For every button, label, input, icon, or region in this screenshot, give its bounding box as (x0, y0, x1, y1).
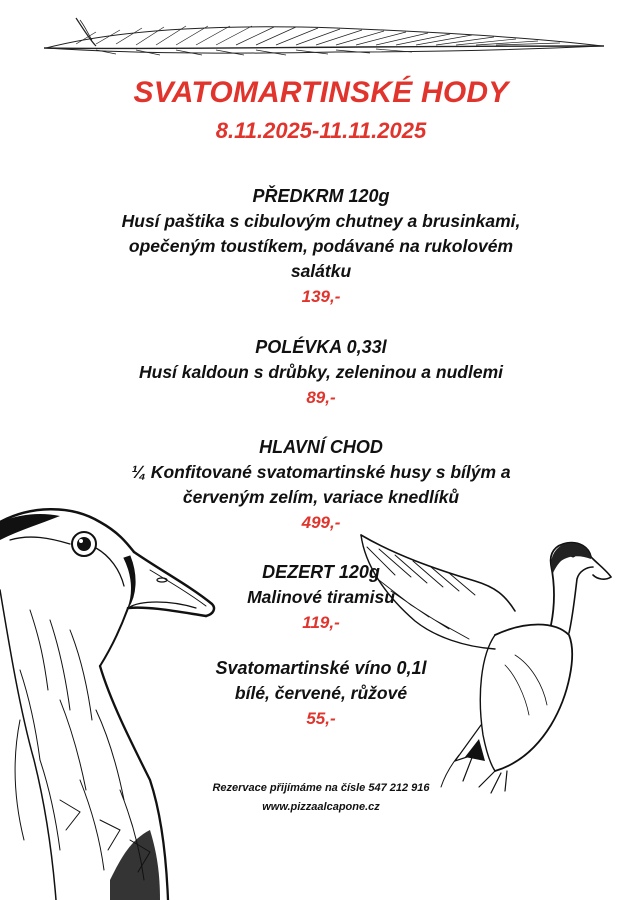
course-price: 55,- (306, 709, 336, 728)
course-heading: POLÉVKA 0,33l (255, 337, 387, 357)
event-dates: 8.11.2025-11.11.2025 (215, 118, 427, 143)
feather-illustration (36, 10, 606, 70)
course-description-line: Husí kaldoun s drůbky, zeleninou a nudlemi (139, 362, 503, 382)
course-description-line: Malinové tiramisu (247, 587, 395, 607)
course-price: 139,- (301, 287, 341, 306)
course-price: 119,- (302, 613, 340, 632)
course-description-line: bílé, červené, růžové (234, 683, 408, 703)
goose-head-illustration (0, 500, 225, 900)
course-soup (96, 335, 546, 411)
reservation-phone: Rezervace přijímáme na čísle 547 212 916 (212, 782, 430, 794)
course-heading: DEZERT 120g (262, 562, 380, 582)
course-description-line: opečeným toustíkem, podávané na rukolovém (128, 236, 514, 256)
course-description-line: ¼ Konfitované svatomartinské husy s bílým a (131, 462, 511, 482)
course-heading: Svatomartinské víno 0,1l (215, 658, 427, 678)
course-heading: HLAVNÍ CHOD (259, 437, 383, 457)
course-description-line: červeným zelím, variace knedlíků (182, 487, 460, 507)
flying-goose-illustration (355, 525, 615, 795)
course-price: 499,- (301, 513, 341, 532)
course-description-line: Husí paštika s cibulovým chutney a brusinkami, (121, 211, 521, 231)
course-appetizer (96, 184, 546, 310)
course-heading: PŘEDKRM 120g (252, 186, 390, 206)
course-price: 89,- (306, 388, 336, 407)
course-description-line: salátku (290, 261, 352, 281)
website-link[interactable]: www.pizzaalcapone.cz (262, 801, 380, 813)
event-title: SVATOMARTINSKÉ HODY (133, 76, 509, 109)
